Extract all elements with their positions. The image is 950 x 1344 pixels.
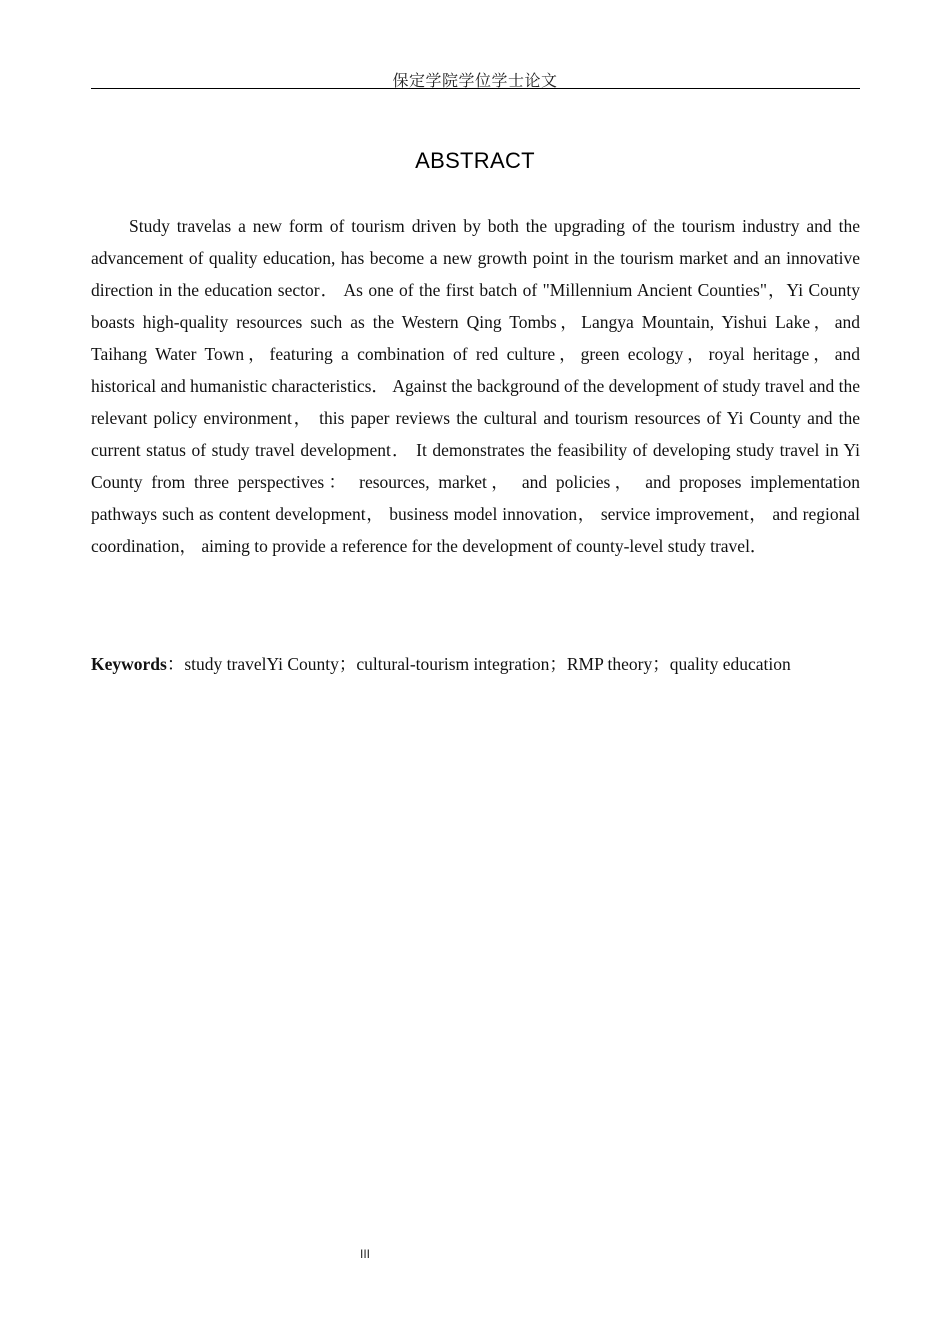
- abstract-title: ABSTRACT: [415, 148, 535, 173]
- keywords-label: Keywords: [91, 654, 167, 674]
- page-number: III: [360, 1247, 371, 1261]
- keywords-separator: ：: [166, 654, 185, 674]
- keywords-text: study travelYi County；cultural-tourism integration；RMP theory；quality education: [184, 654, 791, 674]
- keywords-line: [91, 648, 860, 680]
- abstract-body: Study travelas a new form of tourism driven by both the upgrading of the tourism industry and the advancement of quality education, has become a new growth point in the tourism market and an innovative direction in the education sector． As one of the first batch of "Millennium Ancient Counties"，Yi County boasts high-quality resources such as the Western Qing Tombs，Langya Mountain, Yishui Lake，and Taihang Water Town，featuring a combination of red culture，green ecology，royal heritage，and historical and humanistic characteristics． Against the background of the development of study travel and the relevant policy environment， this paper reviews the cultural and tourism resources of Yi County and the current status of study travel development． It demonstrates the feasibility of developing study travel in Yi County from three perspectives： resources, market， and policies， and proposes implementation pathways such as content development， business model innovation， service improvement， and regional coordination， aiming to provide a reference for the development of county-level study travel．: [91, 216, 860, 556]
- running-header: 保定学院学位学士论文: [392, 71, 558, 90]
- header-divider: [91, 88, 860, 89]
